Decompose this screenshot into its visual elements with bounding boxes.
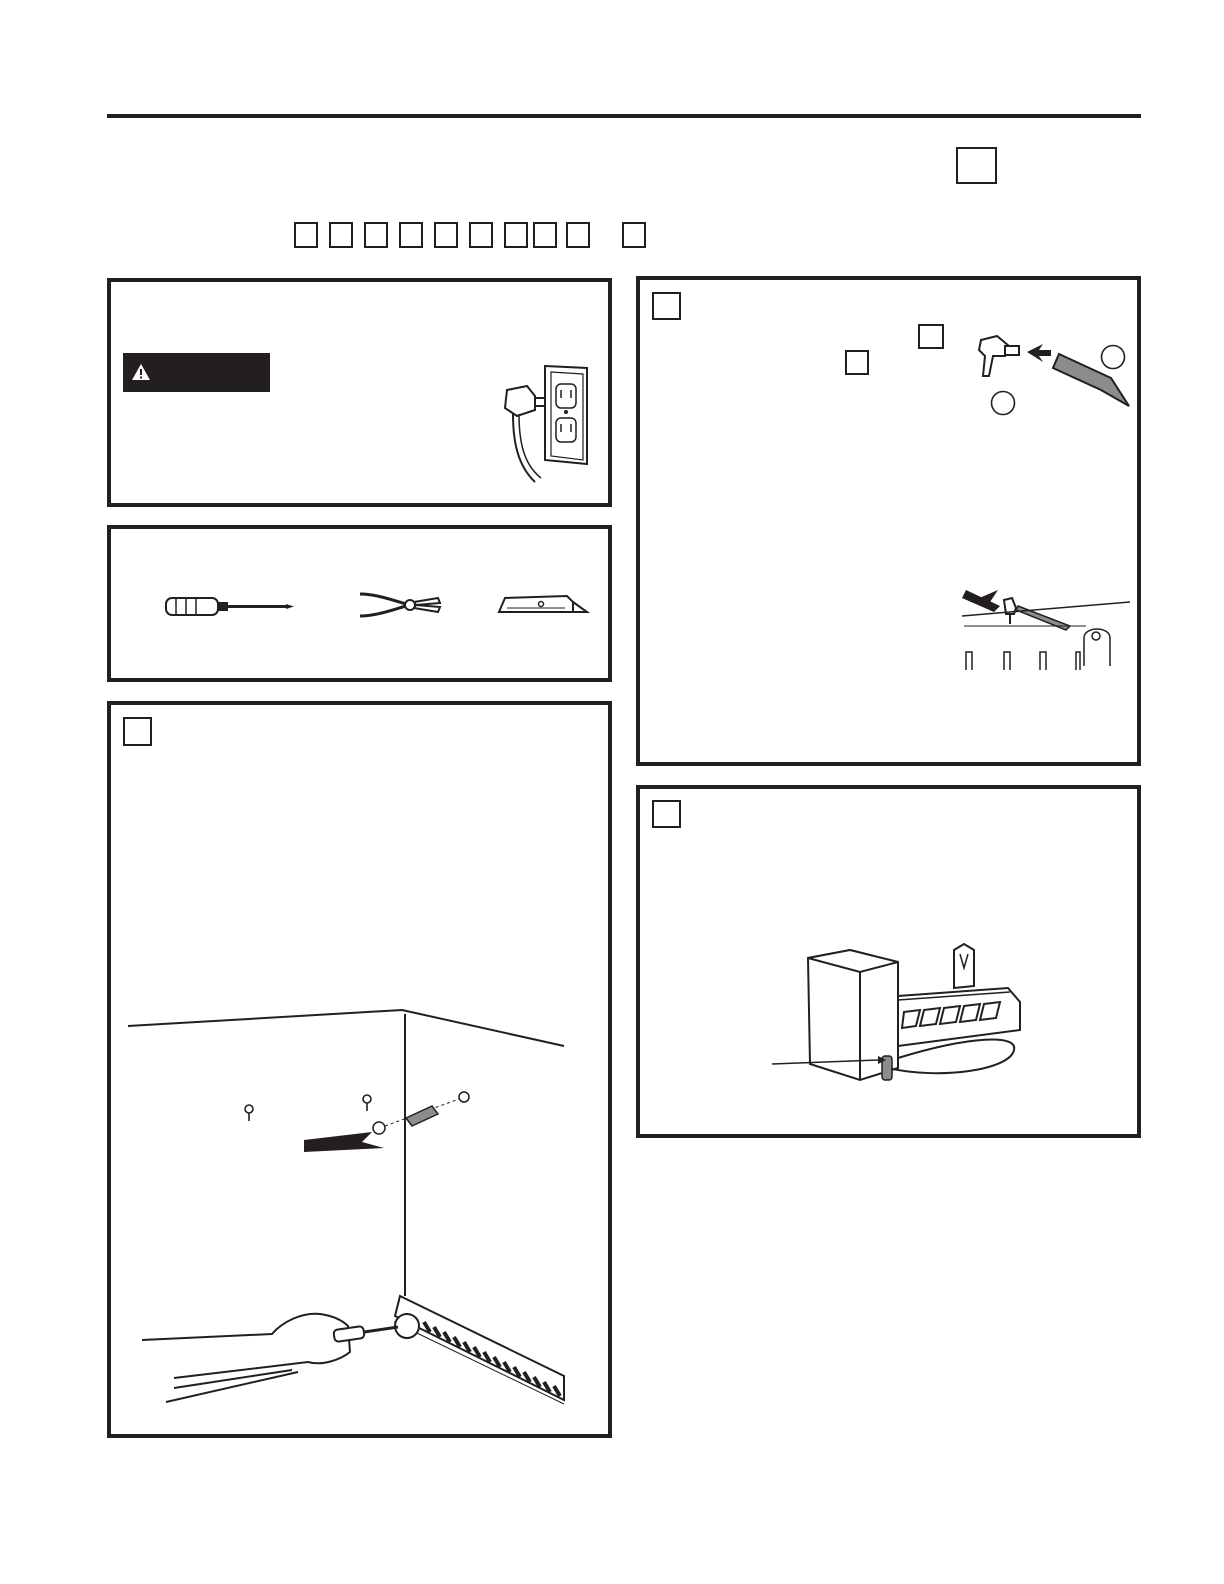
reference-box [845,350,869,375]
code-box [364,222,388,248]
tube-fitting-illustration [975,332,1135,412]
cabinet-rear-illustration [112,1000,607,1430]
screwdriver-icon [162,594,296,620]
step-number-box [123,717,152,746]
header-square-box [956,147,997,184]
code-box [329,222,353,248]
code-box [504,222,528,248]
code-box [294,222,318,248]
power-plug-outlet-illustration [495,360,595,490]
ice-maker-illustration [770,940,1045,1090]
reference-box [918,324,944,349]
warning-label [123,353,270,392]
step-number-box [652,800,681,828]
header-rule [107,114,1141,118]
code-box [533,222,557,248]
code-box [622,222,646,248]
step-number-box [652,292,681,320]
code-box [566,222,590,248]
code-box [434,222,458,248]
utility-knife-icon [495,592,590,618]
code-box [469,222,493,248]
code-box [399,222,423,248]
warning-triangle-icon [131,363,151,381]
tube-install-illustration [960,580,1130,675]
pliers-icon [356,590,442,620]
